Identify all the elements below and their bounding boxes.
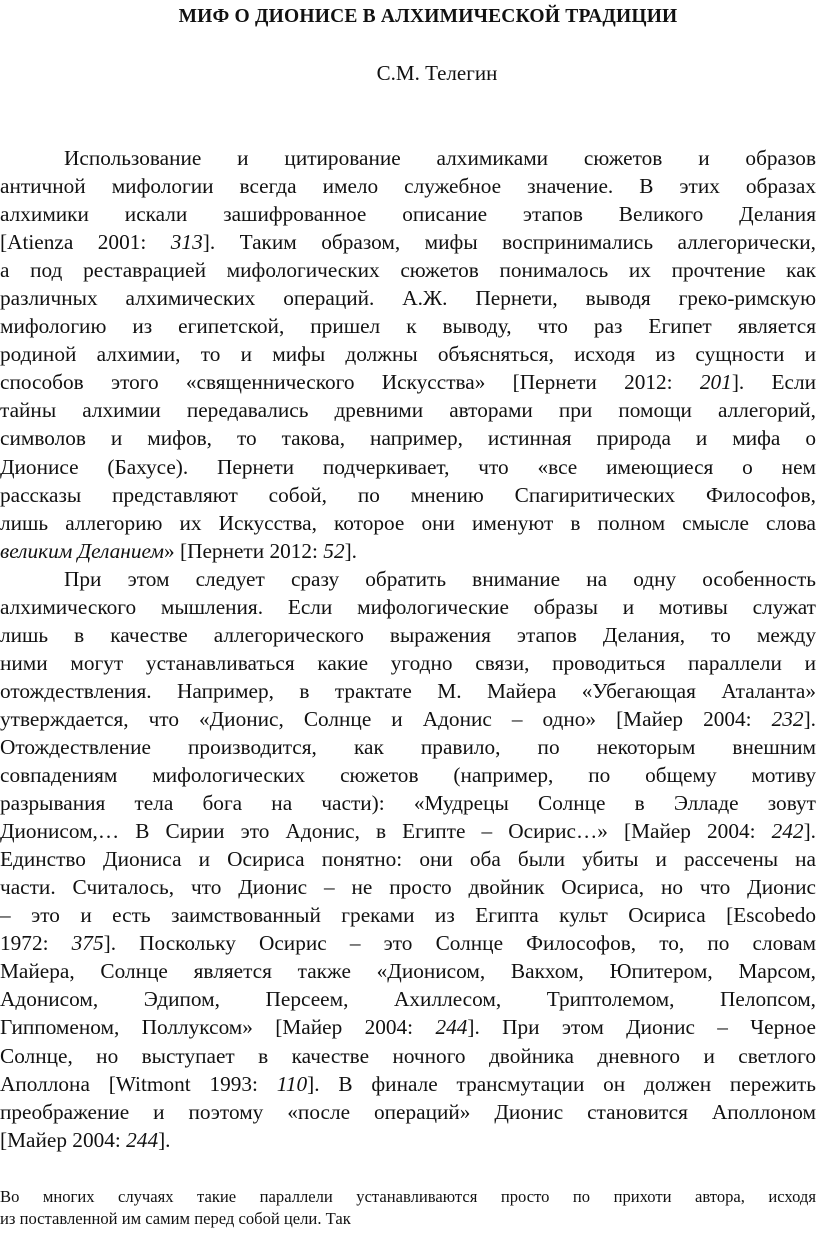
text-segment: Гиппоменом, Поллуксом» [Майер 2004: [0, 1015, 436, 1040]
text-segment: ]. [803, 706, 816, 731]
text-line [0, 901, 816, 929]
text-line [0, 929, 816, 957]
text-segment: Солнце, но выступает в качестве ночного двойника дневного и светлого [0, 1043, 816, 1068]
text-segment: алхимики искали зашифрованное описание этапов Великого Делания [0, 202, 816, 227]
text-segment: Майера, Солнце является также «Дионисом, Вакхом, Юпитером, Марсом, [0, 959, 816, 984]
text-segment: ними могут устанавливаться какие угодно связи, проводиться параллели и [0, 650, 816, 675]
text-line [0, 817, 816, 845]
text-line [0, 424, 816, 452]
text-segment: При этом следует сразу обратить внимание на одну особенность [64, 566, 816, 591]
text-segment: Дионисом,… В Сирии это Адонис, в Египте – Осирис…» [Майер 2004: [0, 819, 772, 844]
text-line [0, 761, 816, 789]
text-line [0, 705, 816, 733]
text-segment: античной мифологии всегда имело служебное значение. В этих образах [0, 174, 816, 199]
text-segment: Использование и цитирование алхимиками сюжетов и образов [64, 146, 816, 170]
text-segment: способов этого «священнического Искусства» [Пернети 2012: [0, 370, 700, 395]
italic-text: 244 [126, 1127, 159, 1152]
text-segment: Дионисе (Бахусе). Пернети подчеркивает, что «все имеющиеся о нем [0, 454, 816, 479]
italic-text: 313 [170, 230, 203, 255]
italic-text: великим Деланием [0, 538, 165, 563]
footnote [0, 1186, 816, 1229]
text-segment: – это и есть заимствованный греками из Египта культ Осириса [Escobedo [0, 903, 816, 928]
text-segment: Единство Диониса и Осириса понятно: они оба были убиты и рассечены на [0, 847, 816, 872]
text-segment: ]. Таким образом, мифы воспринимались аллегорически, [202, 230, 816, 255]
text-line [0, 453, 816, 481]
text-segment: лишь в качестве аллегорического выражения этапов Делания, то между [0, 622, 816, 647]
text-segment: ]. [803, 819, 816, 844]
text-line [0, 845, 816, 873]
text-line [0, 1070, 816, 1098]
text-segment: родиной алхимии, то и мифы должны объясняться, исходя из сущности и [0, 342, 816, 367]
text-line [0, 312, 816, 340]
article-author: С.М. Телегин [376, 61, 498, 85]
text-segment: рассказы представляют собой, по мнению Спагиритических Философов, [0, 482, 816, 507]
text-segment: разрывания тела бога на части): «Мудрецы Солнце в Элладе зовут [0, 791, 816, 816]
text-line [0, 228, 816, 256]
text-segment: отождествления. Например, в трактате М. Майера «Убегающая Аталанта» [0, 678, 816, 703]
text-line [0, 873, 816, 901]
text-segment: Аполлона [Witmont 1993: [0, 1071, 277, 1096]
text-line [0, 957, 816, 985]
paragraph-2 [0, 565, 816, 1154]
text-line [0, 481, 816, 509]
text-line [0, 649, 816, 677]
text-line [0, 565, 816, 593]
article-body [0, 144, 816, 1154]
text-segment: Отождествление производится, как правило, по некоторым внешним [0, 734, 816, 759]
text-segment: ]. [344, 538, 358, 563]
text-segment: утверждается, что «Дионис, Солнце и Адонис – одно» [Майер 2004: [0, 706, 772, 731]
text-line [0, 256, 816, 284]
text-segment: » [Пернети 2012: [164, 538, 324, 563]
italic-text: 201 [699, 370, 732, 395]
text-segment: ]. [158, 1127, 171, 1152]
paragraph-1 [0, 144, 816, 565]
text-segment: символов и мифов, то такова, например, истинная природа и мифа о [0, 426, 816, 451]
text-segment: преображение и поэтому «после операций» Дионис становится Аполлоном [0, 1099, 816, 1124]
text-segment: [Atienza 2001: [0, 230, 171, 255]
italic-text: 375 [71, 931, 104, 956]
text-line [0, 340, 816, 368]
footnote-line: из поставленной им самим перед собой цели. Так [0, 1208, 351, 1228]
text-segment: ]. Поскольку Осирис – это Солнце Философов, то, по словам [103, 931, 816, 956]
text-segment: различных алхимических операций. А.Ж. Пернети, выводя греко-римскую [0, 286, 816, 311]
text-line [0, 1098, 816, 1126]
text-line [0, 621, 816, 649]
text-line [0, 368, 816, 396]
text-line [0, 985, 816, 1013]
text-line [0, 396, 816, 424]
text-line [0, 733, 816, 761]
text-segment: 1972: [0, 931, 72, 956]
text-segment: части. Считалось, что Дионис – не просто двойник Осириса, но что Дионис [0, 875, 816, 900]
italic-text: 232 [771, 706, 804, 731]
text-segment: лишь аллегорию их Искусства, которое они именуют в полном смысле слова [0, 510, 816, 535]
text-segment: мифологию из египетской, пришел к выводу, что раз Египет является [0, 314, 816, 339]
text-segment: тайны алхимии передавались древними авторами при помощи аллегорий, [0, 398, 816, 423]
text-segment: [Майер 2004: [0, 1127, 127, 1152]
italic-text: 52 [323, 538, 345, 563]
footnote-line: Во многих случаях такие параллели устанавливаются просто по прихоти автора, исходя [0, 1187, 816, 1206]
text-line [0, 789, 816, 817]
text-line [0, 677, 816, 705]
text-segment: ]. Если [731, 370, 816, 395]
text-line [0, 509, 816, 537]
text-line [0, 172, 816, 200]
text-line [0, 284, 816, 312]
text-segment: ]. При этом Дионис – Черное [467, 1015, 816, 1040]
text-segment: а под реставрацией мифологических сюжетов понималось их прочтение как [0, 258, 816, 283]
text-line [0, 1013, 816, 1041]
text-segment: Адонисом, Эдипом, Персеем, Ахиллесом, Триптолемом, Пелопсом, [0, 987, 816, 1012]
text-segment: алхимического мышления. Если мифологические образы и мотивы служат [0, 594, 816, 619]
text-line [0, 593, 816, 621]
italic-text: 110 [276, 1071, 308, 1096]
text-line [0, 1126, 816, 1154]
text-line [0, 200, 816, 228]
italic-text: 244 [435, 1015, 468, 1040]
italic-text: 242 [771, 819, 804, 844]
text-segment: ]. В финале трансмутации он должен пережить [307, 1071, 816, 1096]
text-line [0, 144, 816, 172]
article-title: МИФ О ДИОНИСЕ В АЛХИМИЧЕСКОЙ ТРАДИЦИИ [178, 6, 678, 27]
text-line [0, 537, 816, 565]
text-segment: совпадениям мифологических сюжетов (например, по общему мотиву [0, 763, 816, 788]
text-line [0, 1042, 816, 1070]
